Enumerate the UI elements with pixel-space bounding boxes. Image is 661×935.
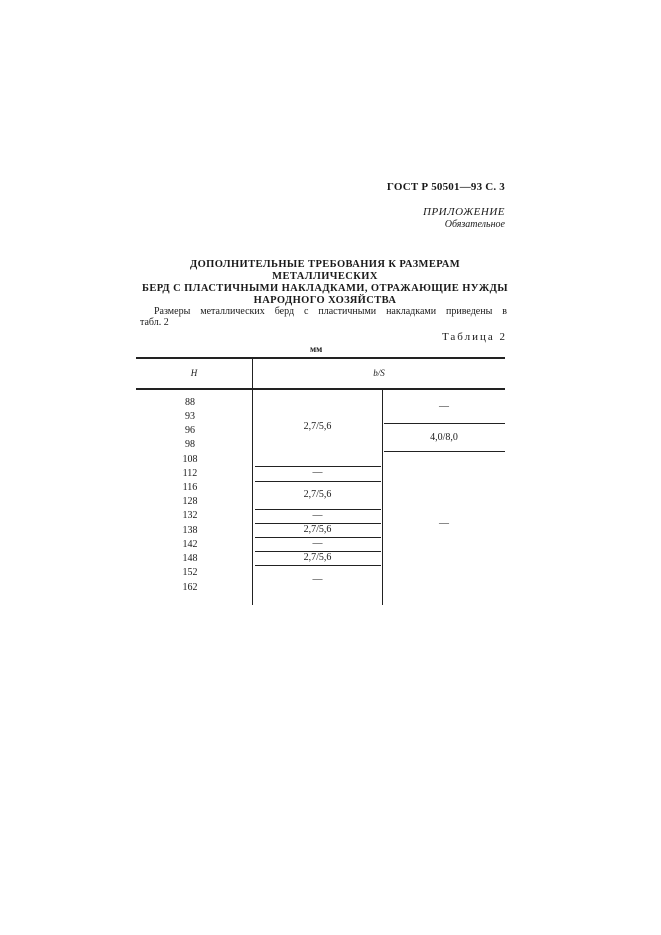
cell-rule <box>255 481 381 482</box>
h-value: 112 <box>182 468 198 479</box>
h-value: 108 <box>182 454 198 465</box>
bs-cell: 2,7/5,6 <box>303 524 332 535</box>
bs-cell: — <box>312 467 323 478</box>
title-line-3: НАРОДНОГО ХОЗЯЙСТВА <box>253 295 397 306</box>
bs-cell: — <box>312 510 323 521</box>
header-bottom-rule <box>136 388 505 390</box>
bs-cell: 2,7/5,6 <box>303 552 332 563</box>
bs-cell: 2,7/5,6 <box>303 489 332 500</box>
h-value: 162 <box>182 582 198 593</box>
appendix-type: Обязательное <box>444 219 505 230</box>
appendix-label: ПРИЛОЖЕНИЕ <box>423 206 505 218</box>
h-value: 138 <box>182 525 198 536</box>
title-line-2: БЕРД С ПЛАСТИЧНЫМИ НАКЛАДКАМИ, ОТРАЖАЮЩИЕ НУЖДЫ <box>141 283 509 294</box>
bs-cell: 2,7/5,6 <box>303 421 332 432</box>
cell-rule <box>255 565 381 566</box>
h-value: 148 <box>182 553 198 564</box>
bs-cell: — <box>312 538 323 549</box>
table-label: Таблица 2 <box>441 331 507 343</box>
section-title <box>140 259 510 307</box>
cell-rule <box>384 451 505 452</box>
header-bs: b/S <box>373 368 385 378</box>
h-value: 98 <box>185 439 195 450</box>
bs-cell: — <box>439 401 449 412</box>
h-value: 142 <box>182 539 198 550</box>
h-value: 132 <box>182 510 198 521</box>
title-line-1: ДОПОЛНИТЕЛЬНЫЕ ТРЕБОВАНИЯ К РАЗМЕРАМ МЕТАЛЛИЧЕСКИХ <box>189 259 461 282</box>
h-value: 116 <box>182 482 198 493</box>
table-top-rule <box>136 357 505 359</box>
cell-rule <box>384 423 505 424</box>
h-value: 93 <box>185 411 195 422</box>
bs-cell: — <box>312 574 323 585</box>
col-divider-2 <box>382 390 383 605</box>
h-value: 96 <box>185 425 195 436</box>
h-value: 128 <box>182 496 198 507</box>
bs-cell: — <box>439 518 449 529</box>
h-value: 152 <box>182 567 198 578</box>
h-value: 88 <box>185 397 195 408</box>
table-unit: мм <box>310 344 323 354</box>
standard-header: ГОСТ Р 50501—93 С. 3 <box>386 181 505 193</box>
bs-cell: 4,0/8,0 <box>430 432 458 443</box>
paragraph-line-1: Размеры металлических берд с пластичными накладками приведены в <box>154 306 507 317</box>
paragraph-line-2: табл. 2 <box>140 317 169 328</box>
col-divider-1 <box>252 357 253 605</box>
header-h: H <box>190 368 198 378</box>
